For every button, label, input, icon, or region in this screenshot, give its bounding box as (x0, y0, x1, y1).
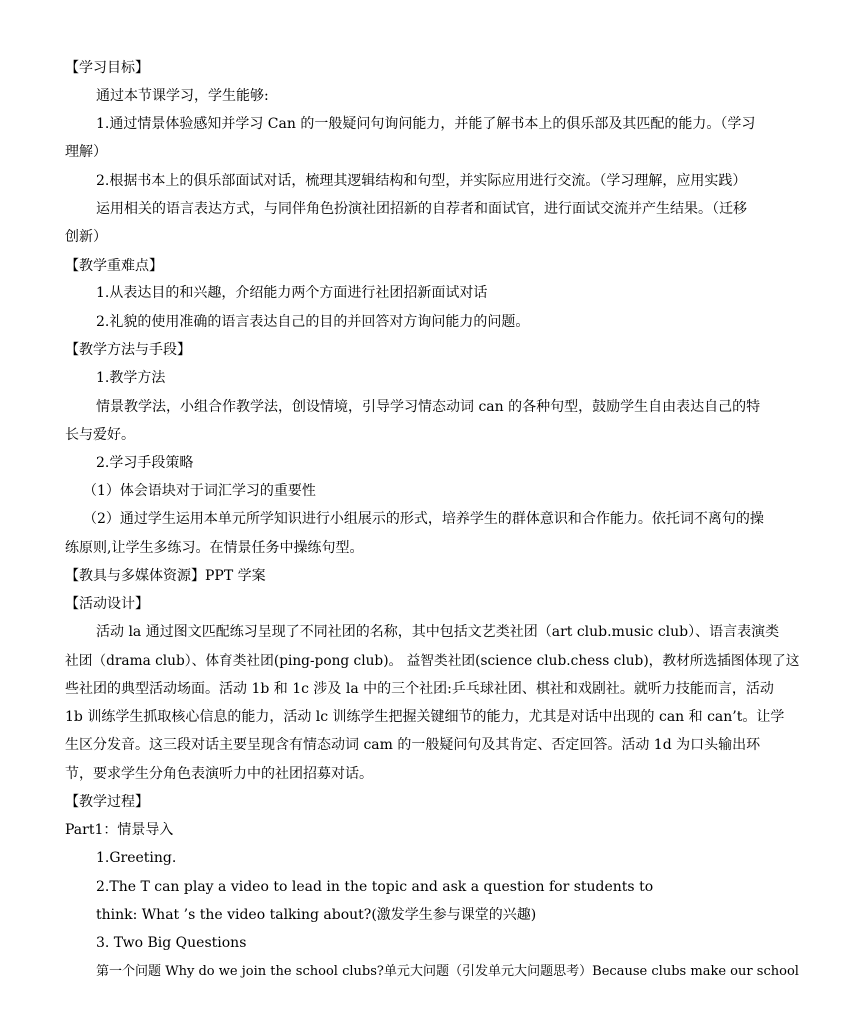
paragraph-line: 些社团的典型活动场面。活动 1b 和 1c 涉及 la 中的三个社团:乒乓球社团、棋社和戏剧社。就听力技能而言，活动 (65, 681, 774, 697)
paragraph-line: 生区分发音。这三段对话主要呈现含有情态动词 cam 的一般疑问句及其肯定、否定回答。活动 1d 为口头输出环 (65, 737, 761, 753)
paragraph-line: 运用相关的语言表达方式，与同伴角色扮演社团招新的自荐者和面试官，进行面试交流并产生结果。（迁移 (96, 201, 747, 217)
paragraph-line: 2.The T can play a video to lead in the topic and ask a question for students to (96, 879, 654, 895)
paragraph-line: 情景教学法，小组合作教学法，创设情境，引导学习情态动词 can 的各种句型，鼓励学生自由表达自己的特 (96, 399, 761, 415)
paragraph-line: 2.学习手段策略 (96, 455, 194, 471)
paragraph-line: 理解） (65, 144, 107, 160)
paragraph-line: think: What ’s the video talking about?(激发学生参与课堂的兴趣) (96, 907, 537, 923)
heading-teaching-process: 【教学过程】 (65, 794, 149, 810)
paragraph-line: 1.Greeting. (96, 850, 177, 866)
paragraph-line: 练原则,让学生多练习。在情景任务中操练句型。 (65, 540, 364, 556)
paragraph-line: 1.从表达目的和兴趣，介绍能力两个方面进行社团招新面试对话 (96, 285, 488, 301)
paragraph-line: 创新） (65, 229, 107, 245)
paragraph-line: 通过本节课学习，学生能够: (96, 88, 269, 104)
paragraph-line: 2.根据书本上的俱乐部面试对话，梳理其逻辑结构和句型，并实际应用进行交流。（学习理解，应用实践） (96, 173, 747, 189)
paragraph-line: 1.通过情景体验感知并学习 Can 的一般疑问句询问能力，并能了解书本上的俱乐部及其匹配的能力。（学习 (96, 116, 756, 132)
subheading-part1: Part1：情景导入 (65, 822, 174, 838)
heading-learning-goals: 【学习目标】 (65, 60, 149, 76)
paragraph-line: （1）体会语块对于词汇学习的重要性 (83, 483, 316, 499)
heading-activity-design: 【活动设计】 (65, 596, 149, 612)
heading-resources: 【教具与多媒体资源】PPT 学案 (65, 568, 266, 584)
heading-methods: 【教学方法与手段】 (65, 342, 191, 358)
paragraph-line: 社团（drama club）、体育类社团(ping-pong club)。 益智类社团(science club.chess club)，教材所选插图体现了这 (65, 653, 800, 669)
paragraph-line: 活动 la 通过图文匹配练习呈现了不同社团的名称，其中包括文艺类社团（art club.music club）、语言表演类 (96, 624, 780, 640)
paragraph-line: 2.礼貌的使用准确的语言表达自己的目的并回答对方询问能力的问题。 (96, 314, 530, 330)
paragraph-line: 1b 训练学生抓取核心信息的能力，活动 lc 训练学生把握关键细节的能力，尤其是对话中出现的 can 和 can’t。让学 (65, 709, 785, 725)
paragraph-line: （2）通过学生运用本单元所学知识进行小组展示的形式，培养学生的群体意识和合作能力。依托词不离句的操 (83, 511, 764, 527)
paragraph-line: 第一个问题 Why do we join the school clubs?单元大问题（引发单元大问题思考）Because clubs make our school (96, 964, 799, 979)
paragraph-line: 3. Two Big Questions (96, 935, 247, 951)
heading-key-points: 【教学重难点】 (65, 258, 163, 274)
paragraph-line: 1.教学方法 (96, 370, 166, 386)
paragraph-line: 长与爱好。 (65, 427, 135, 443)
paragraph-line: 节，要求学生分角色表演听力中的社团招募对话。 (65, 766, 373, 782)
